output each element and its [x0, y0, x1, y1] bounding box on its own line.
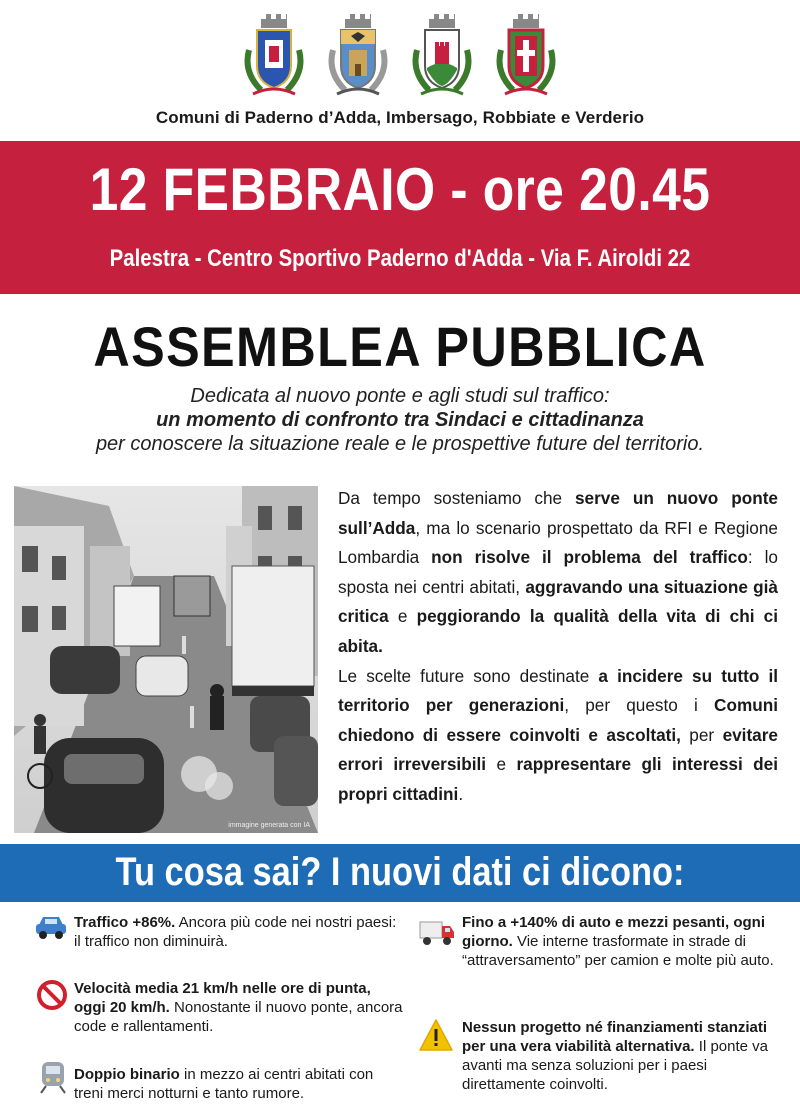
- fact-text: in mezzo ai centri abitati con treni merci notturni e tanto rumore.: [74, 1066, 374, 1102]
- text-span-bold: non risolve il problema del traffico: [431, 547, 748, 568]
- text-span: per: [680, 724, 723, 745]
- text-span: .: [458, 783, 464, 804]
- body-text: [338, 484, 778, 810]
- fact-bold: Fino a +140% di auto e mezzi pesanti, ogni giorno.: [462, 914, 765, 950]
- text-span: , per questo i: [564, 695, 715, 716]
- fact-no-project: [462, 1018, 787, 1094]
- body-paragraph-1: [338, 484, 778, 662]
- train-icon: [38, 1060, 68, 1094]
- event-banner: [0, 141, 800, 294]
- text-span: Le scelte future sono destinate: [338, 665, 599, 686]
- subtitle-line-2: un momento di confronto tra Sindaci e cittadinanza: [156, 409, 644, 431]
- photo-caption: immagine generata con IA: [228, 822, 310, 829]
- fact-bold: Traffico +86%.: [74, 914, 176, 931]
- traffic-photo: [14, 486, 318, 833]
- no-entry-icon: [36, 979, 68, 1011]
- fact-bold: Velocità media 21 km/h nelle ore di punta, oggi 20 km/h.: [74, 980, 371, 1016]
- text-span: e: [486, 754, 517, 775]
- fact-vehicles: [462, 913, 782, 970]
- fact-rail: [74, 1065, 404, 1103]
- subtitle: [0, 384, 800, 456]
- subtitle-line-1: Dedicata al nuovo ponte e agli studi sul traffico:: [190, 385, 610, 407]
- text-span-bold: peggiorando la qualità della vita di chi ci abita.: [338, 606, 778, 656]
- body-paragraph-2: [338, 662, 778, 810]
- text-span-bold: aggravando una situazione già critica: [338, 576, 778, 627]
- crest-robbiate-icon: [409, 10, 475, 98]
- text-span: Da tempo sosteniamo che: [338, 488, 575, 508]
- text-span: : lo sposta nei centri abitati,: [338, 547, 778, 597]
- text-span-bold: Comuni chiedono di essere coinvolti e ascoltati,: [338, 695, 779, 745]
- fact-text: Ancora più code nei nostri paesi: il traffico non diminuirà.: [74, 914, 397, 950]
- truck-icon: [418, 918, 456, 948]
- subtitle-line-3: per conoscere la situazione reale e le prospettive future del territorio.: [95, 433, 705, 455]
- municipalities-line: Comuni di Paderno d’Adda, Imbersago, Robbiate e Verderio: [155, 108, 645, 127]
- fact-text: Il ponte va avanti ma senza soluzioni per i paesi direttamente coinvolti.: [462, 1038, 768, 1093]
- fact-speed: [74, 979, 404, 1036]
- data-banner: [0, 844, 800, 902]
- data-banner-title: Tu cosa sai? I nuovi dati ci dicono:: [115, 850, 685, 894]
- crest-paderno-icon: [241, 10, 307, 98]
- fact-text: Vie interne trasformate in strade di “attraversamento” per camion e molte più auto.: [462, 933, 774, 969]
- crest-imbersago-icon: [325, 10, 391, 98]
- event-date-time: 12 FEBBRAIO - ore 20.45: [89, 156, 711, 223]
- text-span: , ma lo scenario prospettato da RFI e Regione Lombardia: [338, 517, 778, 568]
- car-icon: [34, 913, 68, 941]
- text-span: e: [388, 606, 417, 627]
- fact-bold: Nessun progetto né finanziamenti stanziati per una vera viabilità alternativa.: [462, 1019, 768, 1055]
- fact-text: Nonostante il nuovo ponte, ancora code e rallentamenti.: [74, 999, 403, 1035]
- fact-bold: Doppio binario: [74, 1066, 180, 1083]
- municipal-crests: [0, 10, 800, 100]
- crest-verderio-icon: [493, 10, 559, 98]
- event-venue: Palestra - Centro Sportivo Paderno d'Adda - Via F. Airoldi 22: [109, 245, 691, 272]
- warning-icon: [418, 1018, 454, 1052]
- text-span-bold: rappresentare gli interessi dei propri cittadini: [338, 754, 778, 804]
- page-title: ASSEMBLEA PUBBLICA: [93, 315, 707, 378]
- text-span-bold: a incidere su tutto il territorio per generazioni: [338, 665, 779, 716]
- fact-traffic: [74, 913, 404, 951]
- text-span-bold: serve un nuovo ponte sull’Adda: [338, 488, 778, 538]
- text-span-bold: evitare errori irreversibili: [338, 724, 778, 775]
